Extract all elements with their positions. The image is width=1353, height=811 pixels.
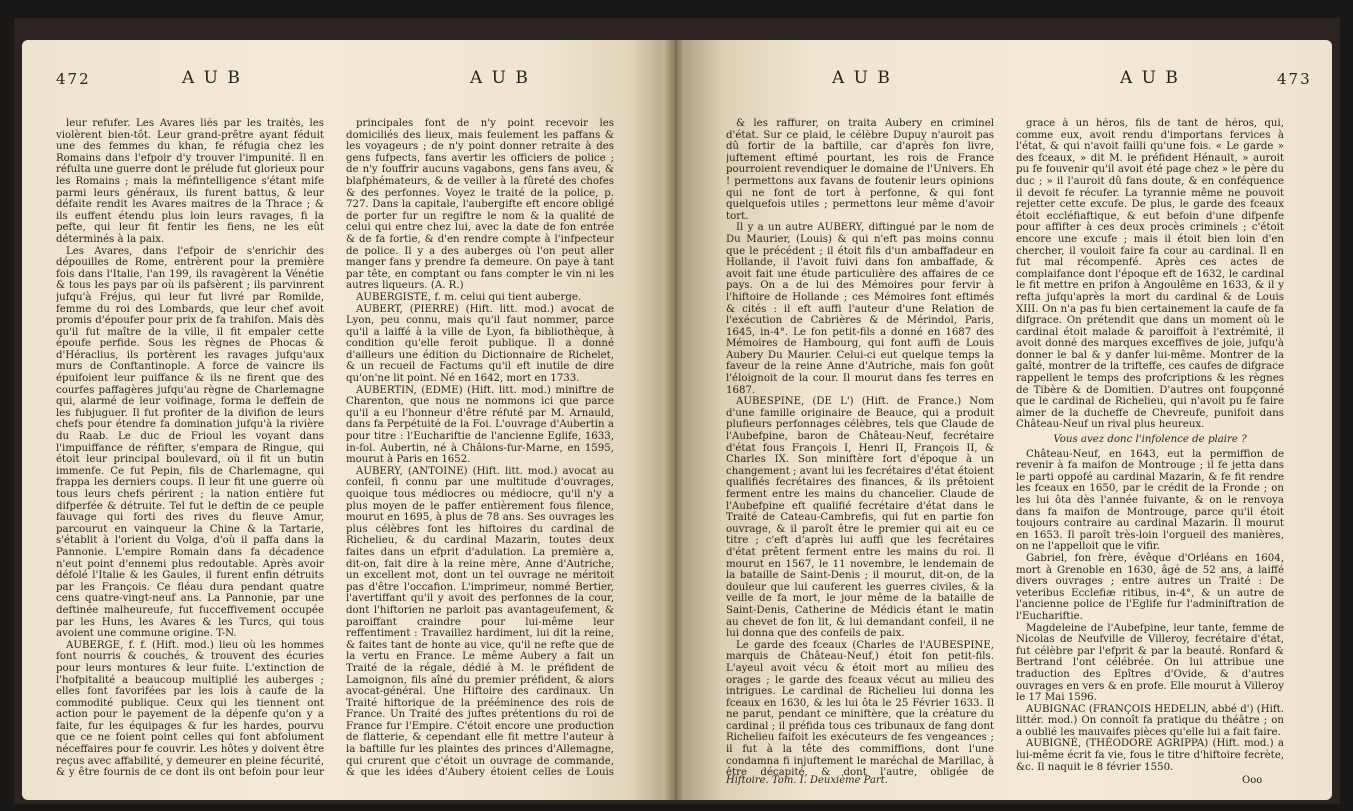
paragraph: AUBERGE, f. f. (Hift. mod.) lieu où les hommes font nourris & couchés, & trouvent des écuries pour leurs montures & leur fuite. L'extinction de l'hofpitalité a beaucoup multiplié les auberges ; elles font favorifées par les lois à caufe de la commodité publique. Ceux qui les tiennent ont action pour le payement de la dépenfe qu'on y a faite, fur les équipages & fur les hardes, pourvu que ce ne foient point celles qui font abfolument néceffaires pour fe couvrir. Les hôtes y doivent être reçus avec affabilité, y demeurer en pleine fécurité, & y être fournis de ce dont ils ont befoin pour leur: [56, 639, 324, 778]
signature-mark: Ooo: [1242, 775, 1263, 786]
text-column-2: [346, 118, 614, 778]
paragraph: AUBERTIN, (EDME) (Hift. litt. mod.) miniftre de Charenton, que nous ne nommons ici que parce qu'il a eu l'honneur d'être réfuté par M. Arnauld, dans fa Perpétuité de la Foi. L'ouvrage d'Aubertin a pour titre : l'Euchariftie de l'ancienne Eglife, 1633, in-fol. Aubertin, né à Châlons-fur-Marne, en 1595, mourut à Paris en 1652.: [346, 384, 614, 466]
page-number: 473: [1277, 70, 1312, 88]
paragraph: Château-Neuf, en 1643, eut la permiffion de revenir à fa maifon de Montrouge ; il fe jetta dans le parti oppofé au cardinal Mazarin, & fe fit rendre les fceaux en 1650, par le crédit de la Fronde ; on les lui ôta dès l'année fuivante, & on le renvoya dans fa maifon de Montrouge, parce qu'il étoit toujours contraire au cardinal Mazarin. Il mourut en 1653. Il paroît très-loin l'orgueil des manières, on ne l'appelloit que le vifir.: [1016, 448, 1284, 553]
left-page: [22, 40, 670, 800]
page-footer: Hiftoire. Tom. I. Deuxième Part.: [726, 775, 888, 786]
paragraph: AUBERY, (ANTOINE) (Hift. litt. mod.) avocat au confeil, fi connu par une multitude d'ouvrages, quoique tous médiocres ou médiocre, qu'il n'y a plus moyen de le paffer entièrement fous filence, mourut en 1695, à plus de 78 ans. Ses ouvrages les plus célèbres font les hiftoires du cardinal de Richelieu, & du cardinal Mazarin, toutes deux faites dans un efprit d'adulation. La première a, dit-on, fait dire à la reine mère, Anne d'Autriche, un excellent mot, dont un tel ouvrage ne méritoit pas d'être l'occafion. L'imprimeur, nommé Bertier, l'avertiffant qu'il y avoit des perfonnes de la cour, dont l'hiftorien ne parloit pas avantageufement, & paroiffant craindre pour lui-même leur reffentiment : Travaillez hardiment, lui dit la reine, & faites tant de honte au vice, qu'il ne refte que de la vertu en France. Le même Aubery a fait un Traité de la régale, dédié à M. le préfident de Lamoignon, fils aîné du premier préfident, & alors avocat-général. Une Hiftoire des cardinaux. Un Traité hiftorique de la prééminence des rois de France. Un Traité des juftes prétentions du roi de France fur l'Empire. C'étoit encore une production de flatterie, & cependant elle fit mettre l'auteur à la baftille fur les plaintes des princes d'Allemagne, qui crurent que c'étoit un ouvrage de commande, & que les idées d'Aubery étoient celles de Louis: [346, 465, 614, 778]
paragraph: AUBIGNAC (FRANÇOIS HEDELIN, abbé d') (Hift. littér. mod.) On connoît fa pratique du théâtre ; on a oublié les mauvaifes pièces qu'elle lui a fait faire.: [1016, 703, 1284, 738]
running-head: A U B: [182, 68, 242, 88]
paragraph: leur refufer. Les Avares liés par les traités, les violèrent bien-tôt. Leur grand-prêtre ayant féduit une des femmes du khan, fe réfugia chez les Romains dans l'efpoir d'y trouver l'impunité. Il en réfulta une guerre dont le prélude fut glorieux pour les Romains ; mais la méfintelligence s'étant mife parmi leurs généraux, ils furent battus, & leur défaite rendit les Avares maitres de la Thrace ; & ils euffent étendu plus loin leurs ravages, fi la pefte, qui leur fit fentir les fiens, ne les eût déterminés à la paix.: [56, 118, 324, 245]
running-head: A U B: [832, 68, 892, 88]
paragraph: Le garde des fceaux (Charles de l'AUBESPINE, marquis de Château-Neuf,) étoit fon petit-fils. L'ayeul avoit vécu & étoit mort au milieu des orages ; le garde des fceaux vécut au milieu des intrigues. Le cardinal de Richelieu lui donna les fceaux en 1630, & les lui ôta le 25 Février 1633. Il ne parut, pendant ce miniftère, que la créature du cardinal ; il préfida tous ces tribunaux de fang dont Richelieu faifoit les exécuteurs de fes vengeances ; il fut à la tête des commiffions, dont l'une condamna fi injuftement le maréchal de Marillac, à être décapité, & dont l'autre, obligée de: [726, 639, 994, 778]
paragraph: AUBESPINE, (DE L') (Hift. de France.) Nom d'une famille originaire de Beauce, qui a produit plufieurs perfonnages célèbres, tels que Claude de l'Aubefpine, baron de Château-Neuf, fecrétaire d'état fous François I, Henri II, François II, & Charles IX. Son miniftère fort d'époque à un changement ; avant lui les fecrétaires d'état étoient qualifiés fecrétaires des finances, & ils prêtoient ferment entre les mains du chancelier. Claude de l'Aubefpine eft qualifié fecrétaire d'état dans le Traité de Cateau-Cambrefis, qui fut en partie fon ouvrage, & il paroît être le premier qui ait eu ce titre ; c'eft d'après lui auffi que les fecrétaires d'état prêtent ferment entre les mains du roi. Il mourut en 1567, le 11 novembre, le lendemain de la bataille de Saint-Denis ; il mourut, dit-on, de la douleur que lui cauferent les guerres civiles, & la veille de fa mort, le jour même de la bataille de Saint-Denis, Catherine de Médicis étant le matin au chevet de fon lit, & lui demandant confeil, il ne lui donna que des confeils de paix.: [726, 396, 994, 640]
paragraph: Magdeleine de l'Aubefpine, leur tante, femme de Nicolas de Neufville de Villeroy, fecrétaire d'état, fut célèbre par l'efprit & par la beauté. Ronfard & Bertrand l'ont célébrée. On lui attribue une traduction des Epîtres d'Ovide, & d'autres ouvrages en vers & en profe. Elle mourut à Villeroy le 17 Mai 1596.: [1016, 622, 1284, 704]
paragraph: Il y a un autre AUBERY, diftingué par le nom de Du Maurier, (Louis) & qui n'eft pas moins connu que le précédent ; il étoit fils d'un ambaffadeur en Hollande, il l'avoit fuivi dans fon ambaffade, & avoit fait une étude particulière des affaires de ce pays. On a de lui des Mémoires pour fervir à l'hiftoire de Hollande ; ces Mémoires font eftimés & cités : il eft auffi l'auteur d'une Relation de l'exécution de Cabrières & de Mérindol, Paris, 1645, in-4°. Le fon petit-fils a donné en 1687 des Mémoires de Hambourg, qui font auffi de Louis Aubery Du Maurier. Celui-ci eut quelque temps la faveur de la reine Anne d'Autriche, mais fon goût l'éloignoit de la cour. Il mourut dans fes terres en 1687.: [726, 222, 994, 396]
left-page-header: [22, 68, 670, 94]
spine-shadow: [682, 40, 722, 800]
paragraph: & les raffurer, on traita Aubery en criminel d'état. Sur ce plaid, le célèbre Dupuy n'auroit pas dû fortir de la baftille, car d'après fon livre, juftement eftimé pourtant, les rois de France pourroient revendiquer le domaine de l'Univers. Eh ! permettons aux favans de foutenir leurs opinions qui ne font de tort à perfonne, & qui font quelquefois utiles ; permettons leur même d'avoir tort.: [726, 118, 994, 222]
paragraph: Gabriel, fon frère, évêque d'Orléans en 1604, mort à Grenoble en 1630, âgé de 52 ans, a laiffé divers ouvrages ; entre autres un Traité : De veteribus Ecclefiæ ritibus, in-4°, & un autre de l'ancienne police de l'Eglife fur l'adminiftration de l'Euchariftie.: [1016, 552, 1284, 622]
open-book: [14, 18, 1340, 804]
text-column-2: [1016, 118, 1284, 778]
text-column-1: [56, 118, 324, 778]
paragraph: AUBERGISTE, f. m. celui qui tient auberge.: [356, 291, 582, 303]
text-column-1: [726, 118, 994, 778]
paragraph: grace à un héros, fils de tant de héros, qui, comme eux, avoit rendu d'importans fervices à l'état, & qui n'avoit failli qu'une fois. « Le garde » des fceaux, » dit M. le préfident Hénault, » auroit pu fe fouvenir qu'il avoit été page chez » le père du duc ; » il l'auroit dû fans doute, & en conféquence il devoit fe récufer. La tyrannie même ne pouvoit rejetter cette excufe. De plus, le garde des fceaux étoit eccléfiaftique, & eut befoin d'une difpenfe pour affifter à ces deux procès criminels ; c'étoit encore une excufe ; mais il étoit bien loin d'en chercher, il vouloit faire fa cour au cardinal. Il en fut mal récompenfé. Après ces actes de complaifance dont l'époque eft de 1632, le cardinal le fit mettre en prifon à Angoulême en 1633, & il y refta jufqu'après la mort du cardinal & de Louis XIII. On n'a pas fu bien certainement la caufe de fa difgrace. On prétendit que dans un moment où le cardinal étoit malade & paroiffoit à l'extrémité, il avoit donné des marques exceffives de joie, jufqu'à donner le bal & y danfer lui-même. Montrer de la gaîté, montrer de la trifteffe, ces caufes de difgrace rappellent le temps des profcriptions & les règnes de Tibère & de Domitien. D'autres ont foupçonné que le cardinal de Richelieu, qui n'avoit pu fe faire aimer de la ducheffe de Chevreufe, punifoit dans Château-Neuf un rival plus heureux.: [1016, 118, 1284, 431]
paragraph: Les Avares, dans l'efpoir de s'enrichir des dépouilles de Rome, entrèrent pour la première fois dans l'Italie, l'an 199, ils ravagèrent la Vénétie & tous les pays par où ils pafsèrent ; ils parvinrent jufqu'à Fréjus, qui leur fut livré par Romilde, femme du roi des Lombards, que leur chef avoit promis d'époufer pour prix de fa trahifon. Mais dès qu'il fut maître de la ville, il fit empaler cette époufe perfide. Sous les règnes de Phocas & d'Héraclius, ils portèrent les ravages jufqu'aux murs de Conftantinople. A force de vaincre ils épuifoient leur puiffance & ils ne firent que des courfes paffagères jufqu'au règne de Charlemagne qui, alarmé de leur voifinage, forma le deffein de les fubjuguer. Il fut profiter de la divifion de leurs chefs pour étendre fa domination jufqu'à la rivière du Raab. Le duc de Frioul les voyant dans l'impuiffance de réfifter, s'empara de Ringue, qui étoit leur principal boulevard, où il fit un butin immenfe. Ce fut Pepin, fils de Charlemagne, qui frappa les derniers coups. Il leur fit une guerre où tous leurs chefs périrent ; la nation entière fut difperfée & détruite. Tel fut le deftin de ce peuple fauvage qui forti des rives du fleuve Amur, parcourut en vainqueur la Chine & la Tartarie, s'établit à l'orient du Volga, d'où il paffa dans la Pannonie. L'empire Romain dans fa décadence n'eut point d'ennemi plus redoutable. Après avoir défolé l'Italie & les Gaules, il furent enfin détruits par les François. Ce fléau dura pendant quatre cens quatre-vingt-neuf ans. La Pannonie, par une deftinée malheureufe, fut fucceffivement occupée par les Huns, les Avares & les Turcs, qui tous avoient une commune origine. T-N.: [56, 245, 324, 640]
paragraph: principales font de n'y point recevoir les domiciliés des lieux, mais feulement les paffans & les voyageurs ; de n'y point donner retraite à des gens fufpects, fans avertir les officiers de police ; de n'y fouffrir aucuns vagabons, gens fans aveu, & blafphémateurs, & de veiller à la fûreté des chofes & des perfonnes. Voyez le traité de la police, p. 727. Dans la capitale, l'aubergifte eft encore obligé de porter fur un regiftre le nom & la qualité de celui qui entre chez lui, avec la date de fon entrée & de fa fortie, & d'en rendre compte à l'infpecteur de police. Il y a des auberges où l'on peut aller manger fans y prendre fa demeure. On paye à tant par tête, en comptant ou fans compter le vin ni les autres liqueurs. (A. R.): [346, 118, 614, 292]
running-head: A U B: [470, 68, 530, 88]
right-page-header: [682, 68, 1332, 94]
paragraph: AUBERT, (PIERRE) (Hift. litt. mod.) avocat de Lyon, peu connu, mais qu'il faut nommer, parce qu'il a laiffé à la ville de Lyon, fa bibliothèque, à condition qu'elle feroit publique. Il a donné d'ailleurs une édition du Dictionnaire de Richelet, & un recueil de Factums qu'il eft inutile de dire qu'on'ne lit point. Né en 1642, mort en 1733.: [346, 303, 614, 385]
verse-quote: Vous avez donc l'infolence de plaire ?: [1053, 434, 1247, 446]
paragraph: AUBIGNÉ, (THÉODORE AGRIPPA) (Hift. mod.) a lui-même écrit fa vie, fous le titre d'hiftoire fecrète, &c. Il naquit le 8 février 1550.: [1016, 738, 1284, 773]
right-page: [682, 40, 1332, 800]
page-number: 472: [56, 70, 91, 88]
running-head: A U B: [1120, 68, 1180, 88]
